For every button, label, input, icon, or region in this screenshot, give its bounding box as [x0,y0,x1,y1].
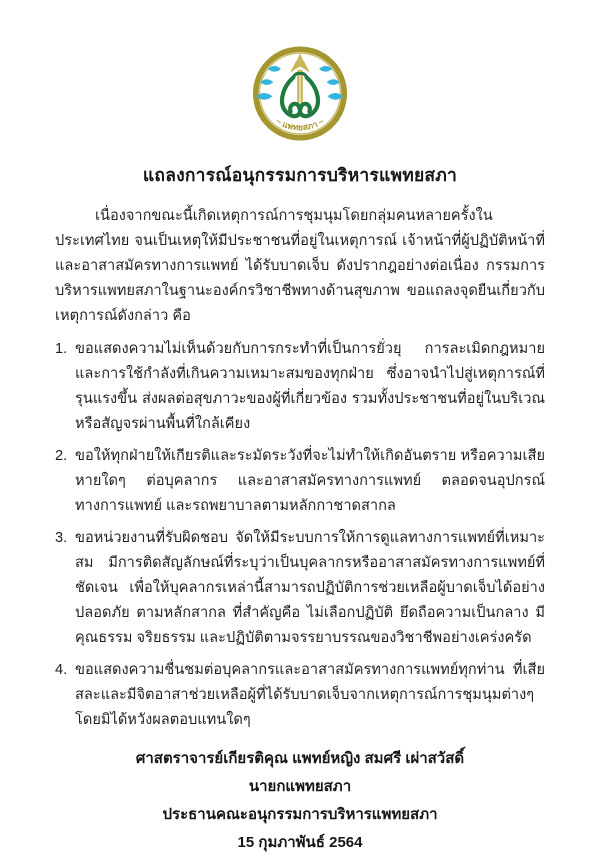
item-number: 4. [55,661,68,678]
medical-council-emblem-svg [243,44,357,144]
list-item [55,337,545,437]
item-number: 3. [55,529,68,546]
item-number: 2. [55,447,68,464]
medical-council-logo [0,0,600,149]
signatory-role: นายกแพทยสภา [248,777,352,795]
statement-title: แถลงการณ์อนุกรรมการบริหารแพทยสภา [142,165,458,185]
signature-block [0,745,600,857]
item-number: 1. [55,340,68,357]
item-text: ขอแสดงความไม่เห็นด้วยกับการกระทำที่เป็นการยั่วยุ การละเมิดกฎหมาย และการใช้กำลังที่เกินความเหมาะสมของทุกฝ่าย ซึ่งอาจนำไปสู่เหตุการณ์ที่รุนแรงขึ้น ส่งผลต่อสุขภาวะของผู้ที่เกี่ยวข้อง รวมทั้งประชาชนที่อยู่ในบริเวณ หรือสัญจรผ่านพื้นที่ใกล้เคียง [75,340,545,432]
logo-caption: ~ แพทยสภา ~ [274,115,326,133]
item-text: ขอหน่วยงานที่รับผิดชอบ จัดให้มีระบบการให้การดูแลทางการแพทย์ที่เหมาะสม มีการติดสัญลักษณ์ที่ระบุว่าเป็นบุคลากรหรืออาสาสมัครทางการแพทย์ที่ชัดเจน เพื่อให้บุคลากรเหล่านี้สามารถปฏิบัติการช่วยเหลือผู้บาดเจ็บได้อย่างปลอดภัย ตามหลักสากล ที่สำคัญคือ ไม่เลือกปฏิบัติ ยึดถือความเป็นกลาง มีคุณธรรม จริยธรรม และปฏิบัติตามจรรยาบรรณของวิชาชีพอย่างเคร่งครัด [75,529,545,646]
intro-paragraph: เนื่องจากขณะนี้เกิดเหตุการณ์การชุมนุมโดยกลุ่มคนหลายครั้งในประเทศไทย จนเป็นเหตุให้มีประชาชนที่อยู่ในเหตุการณ์ เจ้าหน้าที่ผู้ปฏิบัติหน้าที่ และอาสาสมัครทางการแพทย์ ได้รับบาดเจ็บ ดังปรากฎอย่างต่อเนื่อง กรรมการบริหารแพทยสภาในฐานะองค์กรวิชาชีพทางด้านสุขภาพ ขอแถลงจุดยืนเกี่ยวกับเหตุการณ์ดังกล่าว คือ [55,207,545,324]
list-item [55,658,545,733]
statement-list [55,337,545,733]
statement-date: 15 กุมภาพันธ์ 2564 [237,833,363,851]
list-item [55,526,545,651]
signatory-name: ศาสตราจารย์เกียรติคุณ แพทย์หญิง สมศรี เผ่าสวัสดิ์ [135,749,465,767]
statement-body [55,204,545,733]
signatory-subrole: ประธานคณะอนุกรรมการบริหารแพทยสภา [162,805,438,823]
item-text: ขอแสดงความชื่นชมต่อบุคลากรและอาสาสมัครทางการแพทย์ทุกท่าน ที่เสียสละและมีจิตอาสาช่วยเหลือผู้ที่ได้รับบาดเจ็บจากเหตุการณ์การชุมนุมต่างๆ โดยมิได้หวังผลตอบแทนใดๆ [75,661,545,728]
list-item [55,444,545,519]
item-text: ขอให้ทุกฝ่ายให้เกียรติและระมัดระวังที่จะไม่ทำให้เกิดอันตราย หรือความเสียหายใดๆ ต่อบุคลากร และอาสาสมัครทางการแพทย์ ตลอดจนอุปกรณ์ทางการแพทย์ และรถพยาบาลตามหลักกาชาดสากล [75,447,545,514]
